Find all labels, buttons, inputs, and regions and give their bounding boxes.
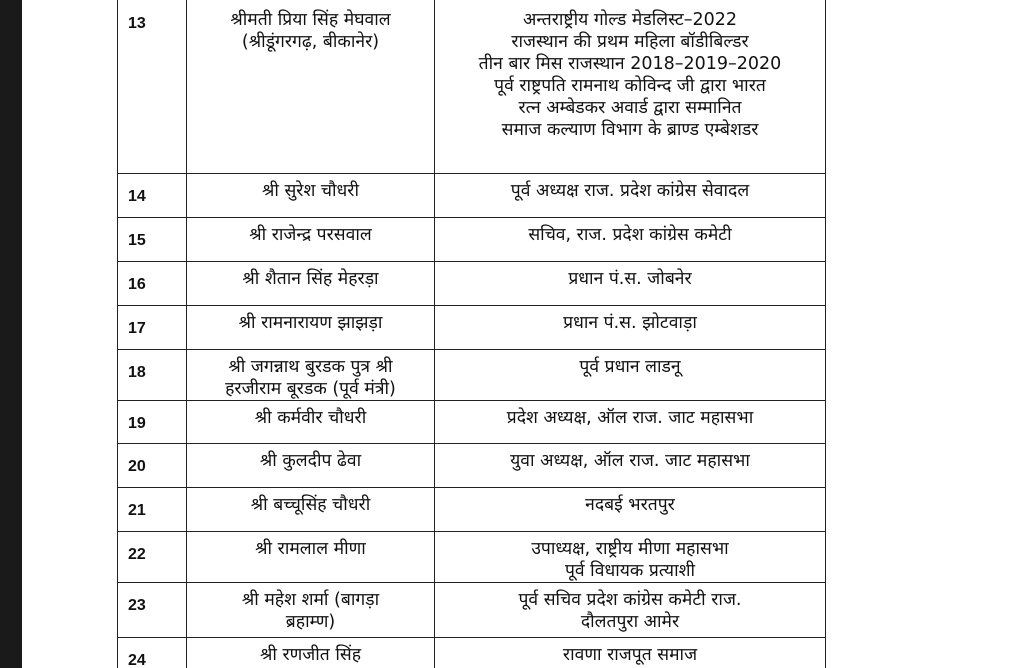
designation-line: पूर्व सचिव प्रदेश कांग्रेस कमेटी राज. (518, 590, 742, 610)
row-number: 17 (118, 306, 187, 350)
member-designation-cell (435, 0, 826, 174)
designation-line: पूर्व विधायक प्रत्याशी (564, 561, 696, 581)
designation-line: प्रदेश अध्यक्ष, ऑल राज. जाट महासभा (506, 408, 754, 428)
member-name-line: श्री बच्चूसिंह चौधरी (250, 495, 371, 515)
row-number: 13 (118, 0, 187, 174)
member-name-line: श्रीमती प्रिया सिंह मेघवाल (230, 10, 391, 30)
member-designation-cell (435, 262, 826, 306)
member-name-cell (187, 350, 435, 401)
designation-line: सचिव, राज. प्रदेश कांग्रेस कमेटी (528, 225, 732, 245)
member-designation-cell (435, 488, 826, 532)
member-name-line: श्री महेश शर्मा (बागड़ा (241, 590, 380, 610)
member-name-cell (187, 0, 435, 174)
designation-line: पूर्व प्रधान लाडनू (579, 357, 681, 377)
document-page (22, 0, 827, 668)
designation-line: युवा अध्यक्ष, ऑल राज. जाट महासभा (510, 451, 750, 471)
member-name-line: श्री रामनारायण झाझड़ा (238, 313, 383, 333)
member-designation-cell (435, 583, 826, 638)
table-row (118, 532, 826, 583)
row-number: 15 (118, 218, 187, 262)
member-name-cell (187, 488, 435, 532)
member-designation-cell (435, 444, 826, 488)
member-designation-cell (435, 532, 826, 583)
row-number: 20 (118, 444, 187, 488)
member-name-line: श्री कर्मवीर चौधरी (254, 408, 367, 428)
member-name-line: श्री जगन्नाथ बुरडक पुत्र श्री (228, 357, 393, 377)
member-name-line: श्री रणजीत सिंह (259, 645, 361, 665)
designation-line: अन्तराष्ट्रीय गोल्ड मेडलिस्ट–2022 (522, 10, 738, 30)
member-designation-cell (435, 174, 826, 218)
member-name-cell (187, 401, 435, 444)
table-row (118, 0, 826, 174)
designation-line: पूर्व राष्ट्रपति रामनाथ कोविन्द जी द्वारा भारत (494, 76, 766, 96)
designation-line: प्रधान पं.स. जोबनेर (568, 269, 692, 289)
member-name-cell (187, 444, 435, 488)
row-number: 16 (118, 262, 187, 306)
table-row (118, 638, 826, 668)
row-number: 21 (118, 488, 187, 532)
right-blank-margin (827, 0, 1024, 668)
member-name-cell (187, 532, 435, 583)
row-number: 22 (118, 532, 187, 583)
row-number: 14 (118, 174, 187, 218)
member-designation-cell (435, 218, 826, 262)
members-table-body (118, 0, 826, 668)
member-name-line: श्री शैतान सिंह मेहरड़ा (242, 269, 379, 289)
member-name-cell (187, 262, 435, 306)
member-name-cell (187, 174, 435, 218)
member-name-line: (श्रीडूंगरगढ़, बीकानेर) (241, 32, 380, 52)
designation-line: राजस्थान की प्रथम महिला बॉडीबिल्डर (511, 32, 749, 52)
member-name-line: ब्रहाम्ण) (285, 612, 336, 632)
designation-line: प्रधान पं.स. झोटवाड़ा (563, 313, 697, 333)
table-row (118, 306, 826, 350)
member-designation-cell (435, 401, 826, 444)
table-row (118, 350, 826, 401)
table-row (118, 488, 826, 532)
row-number: 23 (118, 583, 187, 638)
members-table (117, 0, 826, 668)
designation-line: नदबई भरतपुर (585, 495, 675, 515)
designation-line: तीन बार मिस राजस्थान 2018–2019–2020 (478, 54, 782, 74)
table-row (118, 401, 826, 444)
member-name-line: श्री सुरेश चौधरी (261, 181, 360, 201)
table-row (118, 444, 826, 488)
member-name-line: श्री रामलाल मीणा (255, 539, 366, 559)
member-name-line: हरजीराम बूरडक (पूर्व मंत्री) (225, 379, 396, 399)
member-name-cell (187, 306, 435, 350)
row-number: 18 (118, 350, 187, 401)
table-row (118, 174, 826, 218)
left-dark-border (0, 0, 22, 668)
table-row (118, 262, 826, 306)
member-designation-cell (435, 350, 826, 401)
member-name-line: श्री राजेन्द्र परसवाल (249, 225, 372, 245)
row-number: 24 (118, 638, 187, 668)
designation-line: उपाध्यक्ष, राष्ट्रीय मीणा महासभा (531, 539, 729, 559)
row-number: 19 (118, 401, 187, 444)
designation-line: पूर्व अध्यक्ष राज. प्रदेश कांग्रेस सेवादल (510, 181, 750, 201)
table-row (118, 218, 826, 262)
member-designation-cell (435, 306, 826, 350)
designation-line: दौलतपुरा आमेर (580, 612, 680, 632)
table-row (118, 583, 826, 638)
member-designation-cell (435, 638, 826, 668)
designation-line: रावणा राजपूत समाज (562, 645, 698, 665)
member-name-cell (187, 583, 435, 638)
designation-line: समाज कल्याण विभाग के ब्राण्ड एम्बेशडर (501, 120, 759, 140)
designation-line: रत्न अम्बेडकर अवार्ड द्वारा सम्मानित (518, 98, 742, 118)
member-name-cell (187, 218, 435, 262)
member-name-line: श्री कुलदीप ढेवा (259, 451, 362, 471)
member-name-cell (187, 638, 435, 668)
